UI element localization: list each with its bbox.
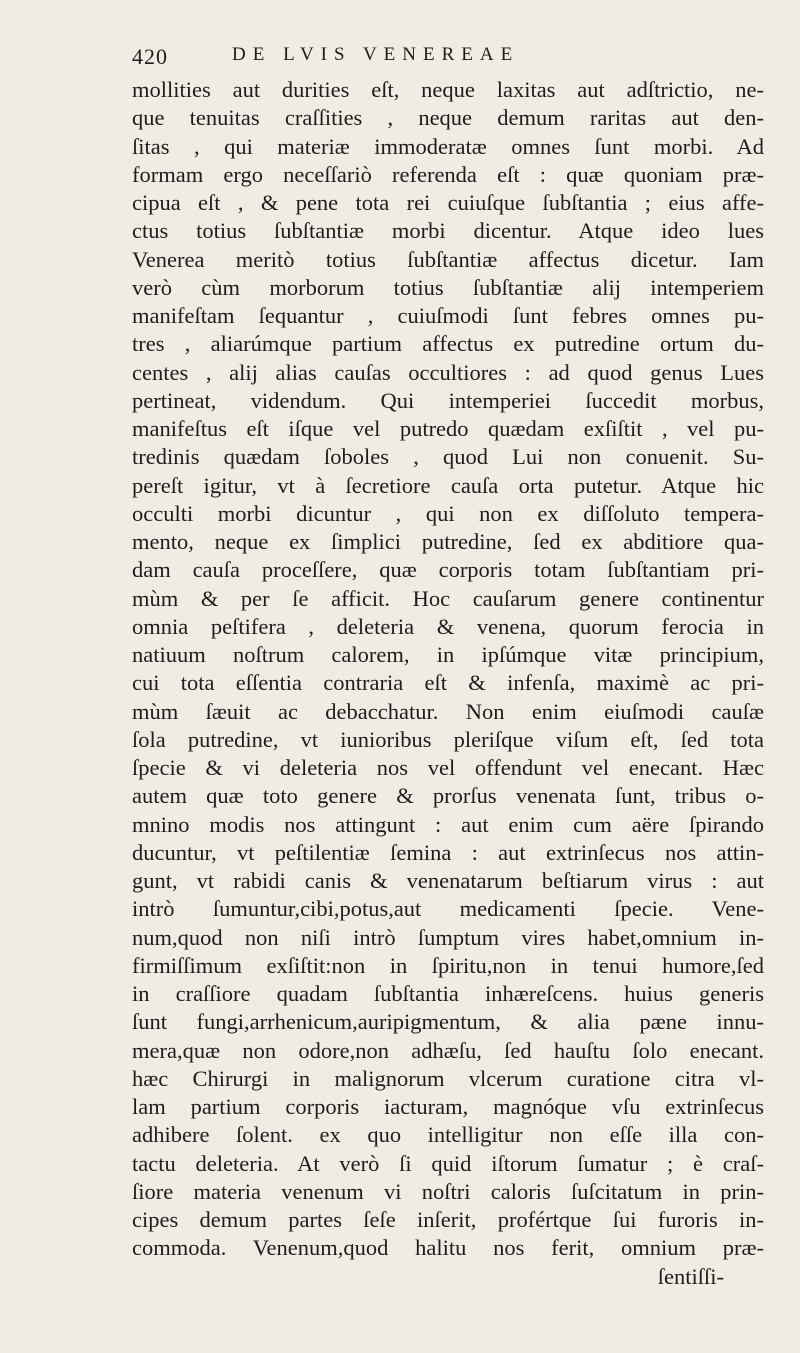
text-line: firmiſſimum exſiſtit:non in ſpiritu,non in tenui humore,ſed xyxy=(132,952,764,978)
text-line: mento, neque ex ſimplici putredine, ſed ex abditiore qua- xyxy=(132,529,764,554)
text-line: ſola putredine, vt iunioribus pleriſque viſum eſt, ſed tota xyxy=(132,726,764,752)
text-line: mùm ſæuit ac debacchatur. Non enim eiuſmodi cauſæ xyxy=(132,698,764,724)
text-line: mollities aut durities eſt, neque laxitas aut adſtrictio, ne- xyxy=(132,77,764,102)
running-title: DE LVIS VENEREAE xyxy=(232,44,520,65)
text-line: intrò ſumuntur,cibi,potus,aut medicamenti ſpecie. Vene- xyxy=(132,896,764,922)
text-line: ducuntur, vt peſtilentiæ ſemina : aut extrinſecus nos attin- xyxy=(132,839,764,865)
text-line: mnino modis nos attingunt : aut enim cum aëre ſpirando xyxy=(132,811,764,837)
text-line: ſpecie & vi deleteria nos vel offendunt vel enecant. Hæc xyxy=(132,755,764,780)
text-line: ſiore materia venenum vi noſtri caloris ſuſcitatum in prin- xyxy=(132,1178,764,1204)
text-line: verò cùm morborum totius ſubſtantiæ alij intemperiem xyxy=(132,274,764,300)
text-line: commoda. Venenum,quod halitu nos ferit, omnium præ- xyxy=(132,1235,764,1261)
text-line: Venerea meritò totius ſubſtantiæ affectus dicetur. Iam xyxy=(132,246,764,272)
text-line: autem quæ toto genere & prorſus venenata ſunt, tribus o- xyxy=(132,783,764,809)
text-line: que tenuitas craſſities , neque demum raritas aut den- xyxy=(132,105,764,131)
text-line: manifeſtus eſt iſque vel putredo quædam exſiſtit , vel pu- xyxy=(132,416,764,441)
text-line: ctus totius ſubſtantiæ morbi dicentur. Atque ideo lues xyxy=(132,218,764,244)
text-line: cipes demum partes ſeſe inſerit, profértque ſui furoris in- xyxy=(132,1207,764,1232)
text-line: omnia peſtifera , deleteria & venena, quorum ferocia in xyxy=(132,613,764,639)
text-line: natiuum noſtrum calorem, in ipſúmque vitæ principium, xyxy=(132,642,764,667)
page-number: 420 xyxy=(132,44,168,69)
text-line: lam partium corporis iacturam, magnóque vſu extrinſecus xyxy=(132,1094,764,1119)
text-line: pereſt igitur, vt à ſecretiore cauſa orta putetur. Atque hic xyxy=(132,472,764,498)
text-line: hæc Chirurgi in malignorum vlcerum curatione citra vl- xyxy=(132,1065,764,1091)
text-line: num,quod non niſi intrò ſumptum vires habet,omnium in- xyxy=(132,924,764,950)
page-header xyxy=(132,44,772,72)
text-line: formam ergo neceſſariò referenda eſt : quæ quoniam præ- xyxy=(132,161,764,187)
text-line: mera,quæ non odore,non adhæſu, ſed hauſtu ſolo enecant. xyxy=(132,1037,764,1063)
text-line: occulti morbi dicuntur , qui non ex diſſoluto tempera- xyxy=(132,500,764,526)
text-line: manifeſtam ſequantur , cuiuſmodi ſunt febres omnes pu- xyxy=(132,303,764,328)
text-line: tredinis quædam ſoboles , quod Lui non conuenit. Su- xyxy=(132,444,764,470)
text-line: mùm & per ſe afficit. Hoc cauſarum genere continentur xyxy=(132,585,764,611)
text-line: pertineat, videndum. Qui intemperiei ſuccedit morbus, xyxy=(132,387,764,413)
text-line: cui tota eſſentia contraria eſt & infenſa, maximè ac pri- xyxy=(132,670,764,696)
text-line: in craſſiore quadam ſubſtantia inhæreſcens. huius generis xyxy=(132,981,764,1006)
text-line: cipua eſt , & pene tota rei cuiuſque ſubſtantia ; eius affe- xyxy=(132,190,764,215)
text-line: gunt, vt rabidi canis & venenatarum beſtiarum virus : aut xyxy=(132,868,764,893)
text-line: ſitas , qui materiæ immoderatæ omnes ſunt morbi. Ad xyxy=(132,133,764,159)
text-line: tres , aliarúmque partium affectus ex putredine ortum du- xyxy=(132,331,764,357)
text-line: centes , alij alias cauſas occultiores : ad quod genus Lues xyxy=(132,359,764,385)
text-line: tactu deleteria. At verò ſi quid iſtorum ſumatur ; è craſ- xyxy=(132,1150,764,1176)
text-line: adhibere ſolent. ex quo intelligitur non eſſe illa con- xyxy=(132,1122,764,1148)
body-text xyxy=(132,76,764,1291)
text-line: dam cauſa proceſſere, quæ corporis totam ſubſtantiam pri- xyxy=(132,557,764,583)
text-line: ſunt fungi,arrhenicum,auripigmentum, & alia pæne innu- xyxy=(132,1009,764,1035)
text-line: ſentiſſi- xyxy=(657,1263,724,1289)
